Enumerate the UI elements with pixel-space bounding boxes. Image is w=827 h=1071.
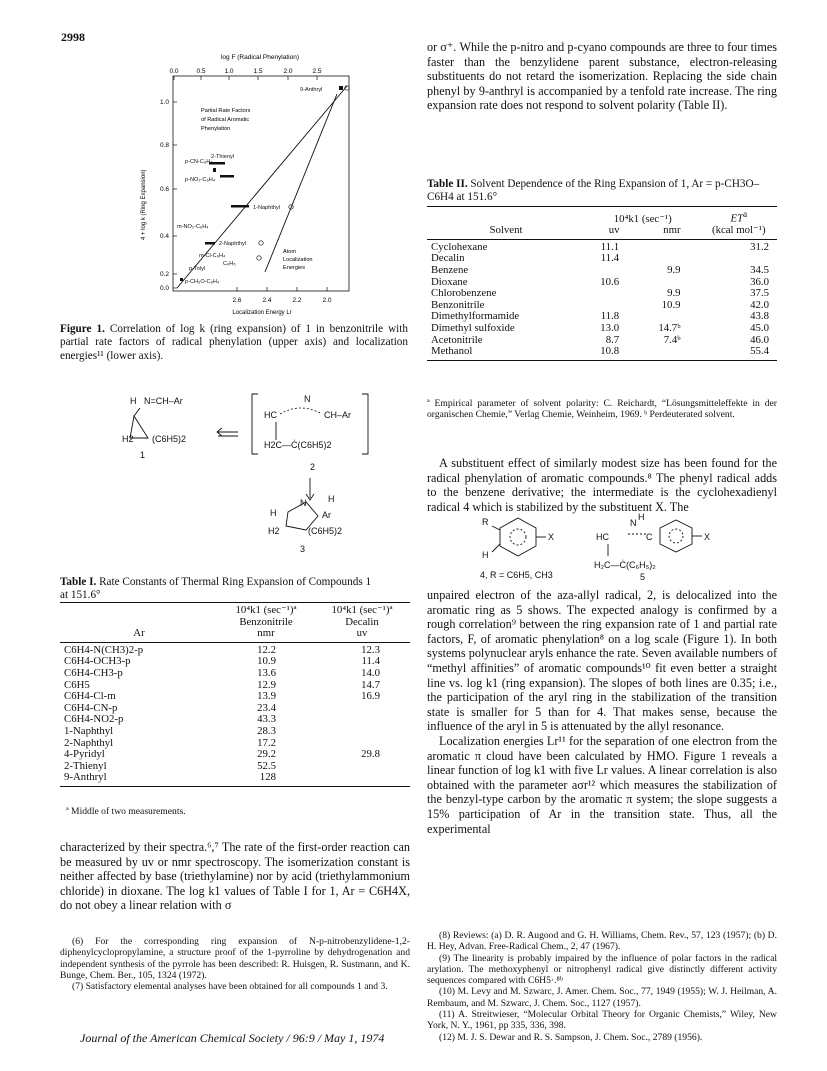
svg-text:(C6H5)2: (C6H5)2 xyxy=(152,434,187,444)
svg-text:N: N xyxy=(304,394,311,404)
svg-text:N=CH–Ar: N=CH–Ar xyxy=(144,396,183,406)
right-low-text: unpaired electron of the aza-allyl radical, 2, is delocalized into the aromatic ring as 5 shows. The expected analogy is confirmed by a rough correlation⁹ between the ring expansion rate of 1 and partial rate factors, F, of aromatic phenylation⁸ on a log scale (Figure 1). In both systems polynuclear aryls enhance the rate. Seven available numbers of “methyl affinities” of aromatic compounds¹⁰ fit even better a straight line vs. log k1 (ring expansion). The slopes of both lines are 0.35; i.e., the participation of the aryl ring in the stabilization of the transition state is smaller for 5 than for 4. That makes sense, because the influence of the aryl in 5 is attenuated by the allyl resonance. Localization energies Lr¹¹ for the separation of one electron from the aromatic π cloud have been calculated by HMO. Figure 1 reveals a linear function of log k1 with five Lr values. A linear correlation is also obtained with the parameter aσr¹² which measures the stabilization of the benzyl-type carbon by the aromatic π system; the slope suggests a 15% participation of Ar in the transition state. Thus, all the experimental xyxy=(427,588,777,836)
journal-footer: Journal of the American Chemical Society / 96:9 / May 1, 1974 xyxy=(80,1031,385,1045)
svg-text:H2: H2 xyxy=(268,526,280,536)
compound-3-label: 3 xyxy=(300,544,306,554)
table-row: C6H4-CN-p 23.4 xyxy=(64,701,276,714)
page-number: 2998 xyxy=(61,30,85,44)
svg-text:C: C xyxy=(646,532,653,542)
point-square xyxy=(205,242,215,245)
table-row: Methanol 10.8 55.4 xyxy=(431,345,769,358)
bottom-tick: 2.6 xyxy=(232,297,242,304)
table-row: 2-Naphthyl 17.2 xyxy=(64,736,276,749)
left-tick: 0.0 xyxy=(159,285,169,292)
table-row: Dioxane 10.6 36.0 xyxy=(431,275,769,288)
table-row: Benzene 9.9 34.5 xyxy=(431,263,769,276)
table-row: Cyclohexane 11.1 31.2 xyxy=(431,240,769,253)
point-square xyxy=(339,86,343,90)
table-row: C6H4-N(CH3)2-p 12.2 12.3 xyxy=(64,643,380,656)
right-mid-text: A substituent effect of similarly modest size has been found for the radical phenylation of aromatic compounds.⁸ The phenyl radical adds to the benzene derivative; the intermediate is the cyclohexadienyl radical 4 which is stabilized by the substituent X. The xyxy=(427,456,777,514)
table-1: Ar 10⁴k1 (sec⁻¹)ª Benzonitrile nmr 10⁴k1 (sec⁻¹)ª Decalin uv C6H4-N(CH3)2-p 12.2 12.3 C6H4-OCH3-p 10.9 11.4 C6H4-CH3-p 13.6 14.0 C6H5 12.9 14.7 C6H4-Cl-m 13.9 16.9 C6H4-CN-p 23.4 C6H4-NO2-p 43.3 1-Naphthyl 28.3 2-Naphthyl 17.2 4-Pyridyl 29.2 29.8 2-Thienyl 52.5 9-Anthryl 128 xyxy=(60,605,410,789)
table-row: 9-Anthryl 128 xyxy=(64,771,276,784)
table-2-footnote: ª Empirical parameter of solvent polarity: C. Reichardt, “Lösungsmitteleffekte in der organischen Chemie,” Verlag Chemie, Weinheim, 1969. ᵇ Perdeuterated solvent. xyxy=(427,398,777,421)
svg-text:H2C—Ċ(C6H5)2: H2C—Ċ(C6H5)2 xyxy=(264,440,332,450)
legend-localization: Atom Localization Energies xyxy=(283,249,313,271)
point-square xyxy=(180,278,183,281)
point-label-9-anthryl: 9-Anthryl xyxy=(300,87,323,93)
compound-4-label: 4, R = C6H5, CH3 xyxy=(480,570,553,580)
point-label-p-no2: p-NO₂-C₆H₄ xyxy=(185,177,216,183)
table-row: 1-Naphthyl 28.3 xyxy=(64,724,276,737)
regression-line-localization xyxy=(265,94,337,272)
svg-text:R: R xyxy=(482,517,489,527)
point-label-2-naphthyl: 2-Naphthyl xyxy=(219,241,247,247)
svg-text:H: H xyxy=(270,508,277,518)
footnotes-right: (8) Reviews: (a) D. R. Augood and G. H. Williams, Chem. Rev., 57, 123 (1957); (b) D. H. Hey, Advan. Free-Radical Chem., 2, 47 (1967). (9) The linearity is probably impaired by the influence of polar factors in the radical arylation. The methoxyphenyl or nitrophenyl radical give distinctly different activity sequences compared with C6H5·.⁸ᵇ (10) M. Levy and M. Szwarc, J. Amer. Chem. Soc., 77, 1949 (1955); W. J. Heilman, A. Rembaum, and M. Szwarc, J. Chem. Soc., 1127 (1957). (11) A. Streitwieser, “Molecular Orbital Theory for Organic Chemists,” Wiley, New York, N. Y., 1961, pp 335, 336, 398. (12) M. J. S. Dewar and R. S. Sampson, J. Chem. Soc., 2789 (1956). xyxy=(427,930,777,1043)
point-label-m-cl: m-Cl-C₆H₄ xyxy=(199,253,226,259)
table-row: Decalin 11.4 xyxy=(431,252,620,265)
structures-4-5 xyxy=(470,512,750,584)
svg-text:Ar: Ar xyxy=(322,510,331,520)
svg-text:H2: H2 xyxy=(122,434,134,444)
point-label-m-no2: m-NO₂-C₆H₄ xyxy=(177,224,209,230)
svg-text:CH–Ar: CH–Ar xyxy=(324,410,352,420)
right-top-text: or σ⁺. While the p-nitro and p-cyano compounds are three to four times faster than the benzylidene parent substance, electron-releasing substituents do not retard the isomerization. Replacing the side chain phenyl by 9-anthryl is accompanied by a tenfold rate increase. The ring expansion rate does not respond to solvent polarity (Table II). xyxy=(427,40,777,113)
table-1-footnote: ª Middle of two measurements. xyxy=(66,806,186,817)
table-row: Acetonitrile 8.7 7.4ᵇ 46.0 xyxy=(431,333,769,346)
point-label-p-cn: p-CN-C₆H₄ xyxy=(185,159,213,165)
table-row: C6H4-Cl-m 13.9 16.9 xyxy=(64,690,380,703)
legend-rate-factors: Partial Rate Factors of Radical Aromatic Phenylation xyxy=(201,108,251,132)
svg-text:(C6H5)2: (C6H5)2 xyxy=(308,526,343,536)
svg-text:X: X xyxy=(548,532,555,542)
table-2: 10⁴k1 (sec⁻¹) $ET^a$ Solvent uv nmr (kcal mol⁻¹) Cyclohexane 11.1 31.2 Decalin 11.4 Benzene 9.9 34.5 Dioxane 10.6 36.0 Chlorobenzene 9.9 37.5 Benzonitrile 10.9 42.0 Dimethylformamide 11.8 43.8 Dimethyl sulfoxide 13.0 14.7ᵇ 45.0 Acetonitrile 8.7 7.4ᵇ 46.0 Methanol 10.8 55.4 xyxy=(427,209,777,363)
svg-text:N: N xyxy=(630,518,637,528)
svg-text:H₂C—Ċ(C₆H₅)₂: H₂C—Ċ(C₆H₅)₂ xyxy=(594,560,656,570)
point-label-p-ch3o: p-CH₃O-C₆H₄ xyxy=(185,279,220,285)
left-body-text: characterized by their spectra.⁶,⁷ The rate of the first-order reaction can be measured by uv or nmr spectroscopy. The isomerization constant is neither affected by base (triethylamine) nor by acid (triethylammonium chloride) in dioxane. The log k1 values of Table I for 1, Ar = C6H4X, do not obey a linear relation with σ xyxy=(60,840,410,913)
point-label-c6h5: C₆H₅ xyxy=(223,261,236,267)
top-tick: 1.5 xyxy=(253,68,263,75)
table-row: Benzonitrile 10.9 42.0 xyxy=(431,298,769,311)
point-label-1-naphthyl: 1-Naphthyl xyxy=(253,205,281,211)
table-row: 2-Thienyl 52.5 xyxy=(64,759,276,772)
left-tick: 0.8 xyxy=(159,142,169,149)
top-tick: 0.5 xyxy=(196,68,206,75)
point-label-p-tolyl: p-Tolyl xyxy=(189,266,206,272)
figure-1-caption: Figure 1. Correlation of log k (ring expansion) of 1 in benzonitrile with partial rate factors of radical phenylation (upper axis) and localization energies¹¹ (lower axis). xyxy=(60,323,408,362)
svg-text:H: H xyxy=(482,550,489,560)
table-row: 4-Pyridyl 29.2 29.8 xyxy=(64,748,380,761)
compound-5-label: 5 xyxy=(640,572,646,582)
svg-text:H: H xyxy=(130,396,137,406)
table-row: C6H4-OCH3-p 10.9 11.4 xyxy=(64,655,380,668)
svg-text:HC: HC xyxy=(596,532,609,542)
table-row: C6H5 12.9 14.7 xyxy=(64,678,380,691)
top-tick: 0.0 xyxy=(169,68,179,75)
bottom-tick: 2.0 xyxy=(322,297,332,304)
bottom-tick: 2.2 xyxy=(292,297,302,304)
left-tick: 0.4 xyxy=(159,233,169,240)
reaction-scheme-1-2-3 xyxy=(100,388,390,564)
table-row: C6H4-CH3-p 13.6 14.0 xyxy=(64,666,380,679)
top-tick: 2.5 xyxy=(312,68,322,75)
bottom-tick: 2.4 xyxy=(262,297,272,304)
point-circle xyxy=(259,241,263,245)
top-tick: 2.0 xyxy=(283,68,293,75)
table-1-title: Table I. Rate Constants of Thermal Ring Expansion of Compounds 1 at 151.6° xyxy=(60,576,372,602)
bottom-axis-label: Localization Energy Lr xyxy=(232,310,292,316)
table-row: C6H4-NO2-p 43.3 xyxy=(64,713,276,726)
point-label-2-thienyl: 2-Thienyl xyxy=(211,154,235,160)
figure-1-plot xyxy=(125,50,375,320)
point-square xyxy=(220,175,234,178)
left-tick: 0.2 xyxy=(159,271,169,278)
svg-text:N: N xyxy=(300,498,307,508)
compound-2-label: 2 xyxy=(310,462,316,472)
left-axis-label: 4 + log k (Ring Expansion) xyxy=(141,169,147,240)
table-row: Chlorobenzene 9.9 37.5 xyxy=(431,287,769,300)
point-square xyxy=(213,168,216,172)
top-tick: 1.0 xyxy=(224,68,234,75)
svg-text:H: H xyxy=(328,494,335,504)
left-tick: 0.6 xyxy=(159,186,169,193)
table-row: Dimethylformamide 11.8 43.8 xyxy=(431,310,769,323)
svg-text:HC: HC xyxy=(264,410,277,420)
svg-text:H: H xyxy=(638,512,645,522)
svg-text:X: X xyxy=(704,532,711,542)
top-axis-label: log F (Radical Phenylation) xyxy=(220,54,300,61)
compound-1-label: 1 xyxy=(140,450,146,460)
point-circle xyxy=(257,256,261,260)
table-row: Dimethyl sulfoxide 13.0 14.7ᵇ 45.0 xyxy=(431,321,769,334)
left-tick: 1.0 xyxy=(159,99,169,106)
point-square xyxy=(231,205,249,208)
footnotes-left: (6) For the corresponding ring expansion of N-p-nitrobenzylidene-1,2-diphenylcyclopropylamine, a structure proof of the 1-pyrroline by dehydrogenation and independent synthesis of the pyrrole has been described: R. Huisgen, R. Sustmann, and K. Bunge, Chem. Ber., 105, 1324 (1972). (7) Satisfactory elemental analyses have been obtained for all compounds 1 and 3. xyxy=(60,936,410,993)
table-2-title: Table II. Solvent Dependence of the Ring Expansion of 1, Ar = p-CH3O–C6H4 at 151.6° xyxy=(427,178,760,204)
